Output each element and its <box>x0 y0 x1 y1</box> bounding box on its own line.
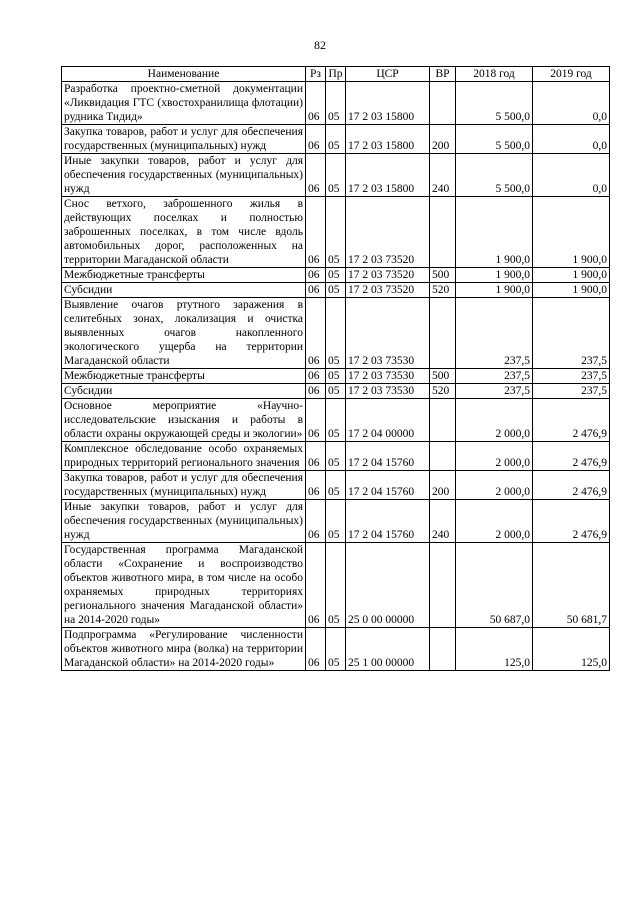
cell-csr: 25 1 00 00000 <box>346 628 430 671</box>
cell-2019: 237,5 <box>533 298 610 369</box>
budget-table <box>61 66 610 671</box>
cell-name: Иные закупки товаров, работ и услуг для обеспечения государственных (муниципальных) нужд <box>62 154 306 197</box>
cell-2018: 5 500,0 <box>456 82 533 125</box>
page-number: 82 <box>314 38 326 52</box>
cell-2018: 1 900,0 <box>456 268 533 283</box>
cell-vr <box>430 543 456 628</box>
column-header-name: Наименование <box>62 67 306 82</box>
table-body <box>62 82 610 671</box>
cell-rz: 06 <box>306 543 326 628</box>
cell-2018: 2 000,0 <box>456 399 533 442</box>
cell-pr: 05 <box>326 628 346 671</box>
table-row <box>62 442 610 471</box>
cell-rz: 06 <box>306 154 326 197</box>
cell-vr: 520 <box>430 283 456 298</box>
cell-2019: 0,0 <box>533 82 610 125</box>
cell-csr: 17 2 03 73520 <box>346 268 430 283</box>
cell-rz: 06 <box>306 628 326 671</box>
cell-name: Межбюджетные трансферты <box>62 268 306 283</box>
cell-csr: 25 0 00 00000 <box>346 543 430 628</box>
cell-pr: 05 <box>326 283 346 298</box>
cell-csr: 17 2 03 73530 <box>346 298 430 369</box>
cell-name: Субсидии <box>62 384 306 399</box>
cell-csr: 17 2 03 15800 <box>346 82 430 125</box>
cell-2018: 5 500,0 <box>456 125 533 154</box>
cell-vr: 520 <box>430 384 456 399</box>
cell-2018: 1 900,0 <box>456 197 533 268</box>
table-row <box>62 283 610 298</box>
cell-2018: 2 000,0 <box>456 442 533 471</box>
cell-csr: 17 2 03 15800 <box>346 154 430 197</box>
cell-name: Субсидии <box>62 283 306 298</box>
cell-rz: 06 <box>306 283 326 298</box>
cell-vr <box>430 82 456 125</box>
column-header-2018: 2018 год <box>456 67 533 82</box>
cell-vr: 240 <box>430 154 456 197</box>
cell-pr: 05 <box>326 125 346 154</box>
cell-vr: 200 <box>430 471 456 500</box>
cell-2018: 1 900,0 <box>456 283 533 298</box>
cell-pr: 05 <box>326 268 346 283</box>
column-header-rz: Рз <box>306 67 326 82</box>
table-row <box>62 125 610 154</box>
cell-2019: 1 900,0 <box>533 283 610 298</box>
cell-name: Закупка товаров, работ и услуг для обеспечения государственных (муниципальных) нужд <box>62 471 306 500</box>
cell-csr: 17 2 04 15760 <box>346 442 430 471</box>
column-header-csr: ЦСР <box>346 67 430 82</box>
cell-pr: 05 <box>326 500 346 543</box>
table-row <box>62 197 610 268</box>
cell-2019: 2 476,9 <box>533 442 610 471</box>
cell-rz: 06 <box>306 384 326 399</box>
table-row <box>62 154 610 197</box>
table-row <box>62 500 610 543</box>
table-header-row <box>62 67 610 82</box>
cell-rz: 06 <box>306 399 326 442</box>
cell-2019: 125,0 <box>533 628 610 671</box>
cell-csr: 17 2 03 73520 <box>346 197 430 268</box>
cell-2019: 1 900,0 <box>533 268 610 283</box>
cell-2018: 2 000,0 <box>456 500 533 543</box>
cell-2019: 2 476,9 <box>533 471 610 500</box>
cell-vr <box>430 399 456 442</box>
cell-vr <box>430 197 456 268</box>
cell-pr: 05 <box>326 399 346 442</box>
cell-name: Разработка проектно-сметной документации «Ликвидация ГТС (хвостохранилища флотации) рудника Тидид» <box>62 82 306 125</box>
cell-2018: 237,5 <box>456 298 533 369</box>
cell-vr: 500 <box>430 268 456 283</box>
cell-name: Подпрограмма «Регулирование численности объектов животного мира (волка) на территории Магаданской области» на 2014-2020 годы» <box>62 628 306 671</box>
cell-name: Снос ветхого, заброшенного жилья в действующих поселках и полностью заброшенных поселках, в том числе вдоль автомобильных дорог, расположенных на территории Магаданской области <box>62 197 306 268</box>
cell-2019: 237,5 <box>533 384 610 399</box>
cell-name: Иные закупки товаров, работ и услуг для обеспечения государственных (муниципальных) нужд <box>62 500 306 543</box>
table-row <box>62 268 610 283</box>
column-header-pr: Пр <box>326 67 346 82</box>
cell-name: Межбюджетные трансферты <box>62 369 306 384</box>
cell-2018: 237,5 <box>456 369 533 384</box>
table-row <box>62 628 610 671</box>
cell-name: Закупка товаров, работ и услуг для обеспечения государственных (муниципальных) нужд <box>62 125 306 154</box>
cell-vr <box>430 298 456 369</box>
cell-csr: 17 2 04 15760 <box>346 500 430 543</box>
cell-csr: 17 2 03 15800 <box>346 125 430 154</box>
table-row <box>62 543 610 628</box>
cell-2018: 50 687,0 <box>456 543 533 628</box>
table-row <box>62 399 610 442</box>
cell-pr: 05 <box>326 154 346 197</box>
cell-csr: 17 2 03 73530 <box>346 384 430 399</box>
column-header-vr: ВР <box>430 67 456 82</box>
cell-csr: 17 2 03 73530 <box>346 369 430 384</box>
column-header-2019: 2019 год <box>533 67 610 82</box>
cell-csr: 17 2 03 73520 <box>346 283 430 298</box>
cell-name: Выявление очагов ртутного заражения в селитебных зонах, локализация и очистка выявленных очагов накопленного экологического ущерба на территории Магаданской области <box>62 298 306 369</box>
cell-pr: 05 <box>326 82 346 125</box>
cell-vr: 500 <box>430 369 456 384</box>
cell-rz: 06 <box>306 500 326 543</box>
cell-vr: 200 <box>430 125 456 154</box>
table-row <box>62 298 610 369</box>
cell-rz: 06 <box>306 82 326 125</box>
cell-pr: 05 <box>326 471 346 500</box>
cell-pr: 05 <box>326 298 346 369</box>
cell-rz: 06 <box>306 298 326 369</box>
cell-pr: 05 <box>326 543 346 628</box>
cell-rz: 06 <box>306 471 326 500</box>
cell-rz: 06 <box>306 268 326 283</box>
cell-2019: 1 900,0 <box>533 197 610 268</box>
cell-vr <box>430 442 456 471</box>
cell-vr <box>430 628 456 671</box>
cell-2019: 0,0 <box>533 154 610 197</box>
table-row <box>62 82 610 125</box>
cell-2019: 0,0 <box>533 125 610 154</box>
cell-rz: 06 <box>306 369 326 384</box>
cell-pr: 05 <box>326 442 346 471</box>
cell-2019: 2 476,9 <box>533 399 610 442</box>
cell-2019: 237,5 <box>533 369 610 384</box>
cell-2018: 2 000,0 <box>456 471 533 500</box>
cell-rz: 06 <box>306 442 326 471</box>
cell-2019: 50 681,7 <box>533 543 610 628</box>
cell-2018: 125,0 <box>456 628 533 671</box>
cell-2018: 237,5 <box>456 384 533 399</box>
cell-pr: 05 <box>326 369 346 384</box>
cell-name: Государственная программа Магаданской области «Сохранение и воспроизводство объектов животного мира, в том числе на особо охраняемых природных территориях регионального значения Магаданской области» на 2014-2020 годы» <box>62 543 306 628</box>
cell-pr: 05 <box>326 384 346 399</box>
cell-rz: 06 <box>306 125 326 154</box>
cell-name: Комплексное обследование особо охраняемых природных территорий регионального значения <box>62 442 306 471</box>
cell-rz: 06 <box>306 197 326 268</box>
cell-2018: 5 500,0 <box>456 154 533 197</box>
table-row <box>62 471 610 500</box>
cell-pr: 05 <box>326 197 346 268</box>
cell-vr: 240 <box>430 500 456 543</box>
table-row <box>62 384 610 399</box>
table-row <box>62 369 610 384</box>
cell-2019: 2 476,9 <box>533 500 610 543</box>
cell-csr: 17 2 04 00000 <box>346 399 430 442</box>
cell-csr: 17 2 04 15760 <box>346 471 430 500</box>
cell-name: Основное мероприятие «Научно-исследовательские изыскания и работы в области охраны окружающей среды и экологии» <box>62 399 306 442</box>
